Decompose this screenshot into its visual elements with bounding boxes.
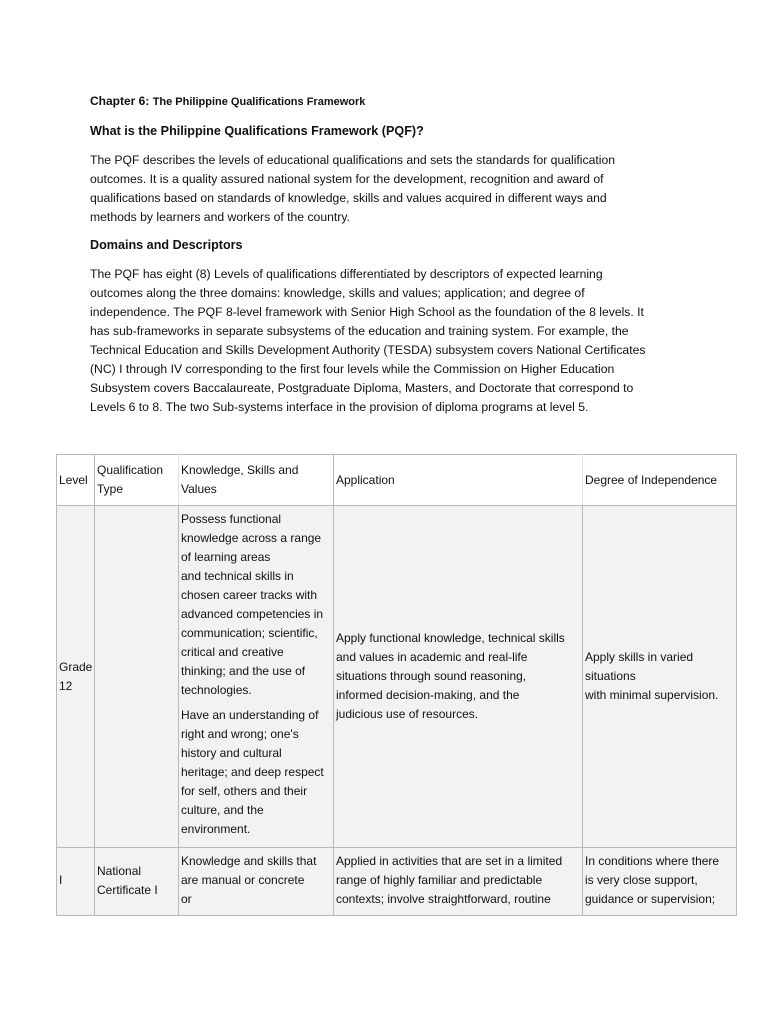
cell-level: I xyxy=(57,848,95,916)
cell-line: situations through sound reasoning, xyxy=(336,669,527,683)
cell-line: Applied in activities that are set in a limited xyxy=(336,854,563,868)
cell-line: heritage; and deep respect xyxy=(181,765,324,779)
paragraph-line: (NC) I through IV corresponding to the first four levels while the Commission on Higher Education xyxy=(90,362,615,376)
header-qualification-type xyxy=(95,455,179,506)
cell-independence xyxy=(583,506,737,848)
paragraph-line: qualifications based on standards of knowledge, skills and values acquired in different ways and xyxy=(90,191,607,205)
header-line: Knowledge, Skills and xyxy=(181,463,299,477)
cell-line: informed decision-making, and the xyxy=(336,688,520,702)
cell-line: thinking; and the use of xyxy=(181,664,306,678)
cell-line: of learning areas xyxy=(181,550,271,564)
paragraph-line: The PQF describes the levels of educational qualifications and sets the standards for qualification xyxy=(90,153,616,167)
paragraph-line: Subsystem covers Baccalaureate, Postgraduate Diploma, Masters, and Doctorate that correspond to xyxy=(90,381,634,395)
cell-line: with minimal supervision. xyxy=(585,688,719,702)
cell-line: right and wrong; one's xyxy=(181,727,299,741)
cell-application xyxy=(334,506,583,848)
header-knowledge xyxy=(179,455,334,506)
paragraph-line: independence. The PQF 8-level framework with Senior High School as the foundation of the 8 levels. It xyxy=(90,305,644,319)
cell-independence xyxy=(583,848,737,916)
header-line: Qualification xyxy=(97,463,164,477)
paragraph-line: The PQF has eight (8) Levels of qualifications differentiated by descriptors of expected learning xyxy=(90,267,603,281)
cell-line: and technical skills in xyxy=(181,569,294,583)
cell-line: National xyxy=(97,863,142,878)
cell-knowledge xyxy=(179,848,334,916)
cell-line: 12 xyxy=(59,678,73,693)
cell-line: are manual or concrete xyxy=(181,873,305,887)
header-level: Level xyxy=(57,455,95,506)
paragraph-line: outcomes. It is a quality assured national system for the development, recognition and award of xyxy=(90,172,604,186)
chapter-label: Chapter 6: xyxy=(90,94,150,108)
chapter-title xyxy=(90,94,365,108)
header-application: Application xyxy=(334,455,583,506)
header-line: Values xyxy=(181,482,217,496)
cell-line: situations xyxy=(585,669,636,683)
cell-line: Apply functional knowledge, technical skills xyxy=(336,631,565,645)
table-row xyxy=(57,848,737,916)
cell-line: for self, others and their xyxy=(181,784,308,798)
cell-line: communication; scientific, xyxy=(181,626,318,640)
cell-line: or xyxy=(181,892,192,906)
cell-line: technologies. xyxy=(181,683,252,697)
cell-line: Possess functional xyxy=(181,512,282,526)
table-header-row xyxy=(57,455,737,506)
pqf-levels-table xyxy=(56,454,737,916)
cell-line: range of highly familiar and predictable xyxy=(336,873,543,887)
pqf-description-paragraph xyxy=(90,151,675,227)
paragraph-line: methods by learners and workers of the country. xyxy=(90,210,350,224)
domains-heading: Domains and Descriptors xyxy=(90,238,243,252)
cell-line: chosen career tracks with xyxy=(181,588,318,602)
cell-line: Knowledge and skills that xyxy=(181,854,317,868)
cell-qualification-type xyxy=(95,506,179,848)
cell-line: culture, and the xyxy=(181,803,264,817)
cell-line: advanced competencies in xyxy=(181,607,324,621)
cell-line: contexts; involve straightforward, routine xyxy=(336,892,551,906)
cell-qualification-type xyxy=(95,848,179,916)
cell-line: judicious use of resources. xyxy=(336,707,479,721)
chapter-name: The Philippine Qualifications Framework xyxy=(152,96,366,108)
domains-paragraph xyxy=(90,265,675,417)
cell-knowledge xyxy=(179,506,334,848)
paragraph-line: Levels 6 to 8. The two Sub-systems interface in the provision of diploma programs at level 5. xyxy=(90,400,589,414)
cell-line: Apply skills in varied xyxy=(585,650,694,664)
cell-line: environment. xyxy=(181,822,251,836)
paragraph-line: has sub-frameworks in separate subsystems of the education and training system. For example, the xyxy=(90,324,629,338)
paragraph-line: outcomes along the three domains: knowledge, skills and values; application; and degree of xyxy=(90,286,585,300)
pqf-heading: What is the Philippine Qualifications Framework (PQF)? xyxy=(90,124,424,138)
cell-line: is very close support, xyxy=(585,873,698,887)
cell-line: knowledge across a range xyxy=(181,531,322,545)
cell-line: guidance or supervision; xyxy=(585,892,716,906)
cell-line: and values in academic and real-life xyxy=(336,650,528,664)
cell-line: Grade xyxy=(59,659,93,674)
header-line: Type xyxy=(97,482,124,496)
header-independence: Degree of Independence xyxy=(583,455,737,506)
cell-line: critical and creative xyxy=(181,645,284,659)
cell-line: Have an understanding of xyxy=(181,708,319,722)
cell-line: history and cultural xyxy=(181,746,282,760)
cell-level xyxy=(57,506,95,848)
paragraph-line: Technical Education and Skills Development Authority (TESDA) subsystem covers National Certificates xyxy=(90,343,646,357)
cell-line: Certificate I xyxy=(97,882,158,897)
table-row xyxy=(57,506,737,848)
cell-line: In conditions where there xyxy=(585,854,720,868)
cell-application xyxy=(334,848,583,916)
